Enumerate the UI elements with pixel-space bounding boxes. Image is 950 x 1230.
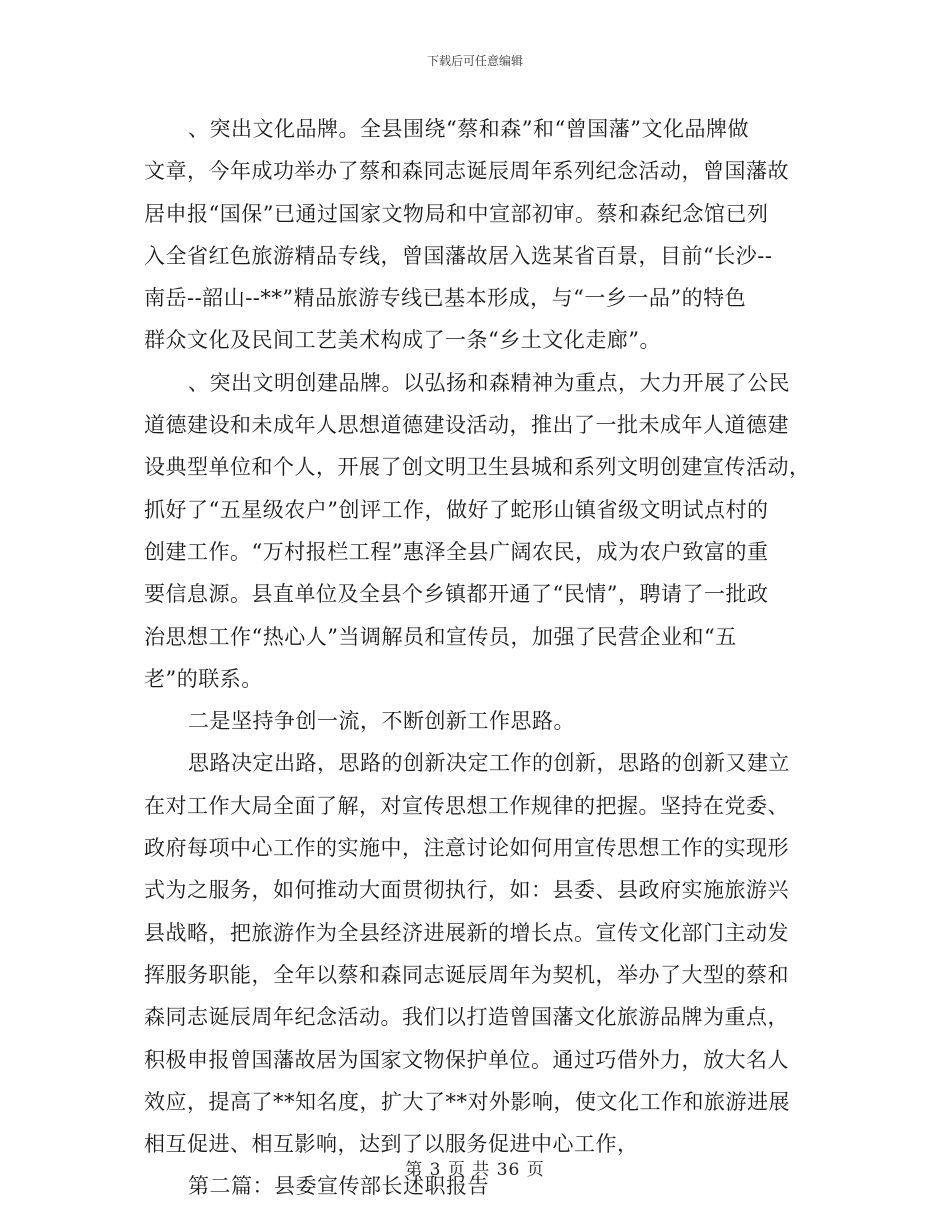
paragraph-line: 设典型单位和个人，开展了创文明卫生县城和系列文明创建宣传活动， [144, 455, 811, 480]
paragraph-line: 创建工作。“万村报栏工程”惠泽全县广阔农民，成为农户致富的重 [144, 539, 769, 564]
paragraph-line: 思路决定出路，思路的创新决定工作的创新，思路的创新又建立 [188, 751, 790, 776]
page-header: 下载后可任意编辑 [426, 54, 523, 68]
paragraph-line: 、突出文化品牌。全县围绕“蔡和森”和“曾国藩”文化品牌做 [188, 117, 749, 141]
document-body [144, 108, 811, 1208]
page-number: 第 3 页 共 36 页 [405, 1160, 545, 1180]
paragraph-line: 相互促进、相互影响，达到了以服务促进中心工作， [144, 1132, 639, 1157]
paragraph-line: 居申报“国保”已通过国家文物局和中宣部初审。蔡和森纪念馆已列 [144, 201, 769, 226]
paragraph-line: 南岳--韶山--**”精品旅游专线已基本形成，与“一乡一品”的特色 [144, 286, 747, 311]
paragraph-line: 文章，今年成功举办了蔡和森同志诞辰周年系列纪念活动，曾国藩故 [144, 159, 789, 184]
paragraph-line: 老”的联系。 [144, 666, 263, 691]
paragraph-line: 抓好了“五星级农户”创评工作，做好了蛇形山镇省级文明试点村的 [144, 497, 769, 522]
paragraph-line: 在对工作大局全面了解，对宣传思想工作规律的把握。坚持在党委、 [144, 793, 789, 818]
section-heading: 二是坚持争创一流，不断创新工作思路。 [188, 709, 575, 734]
paragraph-line: 要信息源。县直单位及全县个乡镇都开通了“民情”，聘请了一批政 [144, 582, 769, 607]
paragraph-line: 式为之服务，如何推动大面贯彻执行，如：县委、县政府实施旅游兴 [144, 878, 789, 903]
paragraph-line: 治思想工作“热心人”当调解员和宣传员，加强了民营企业和“五 [144, 624, 737, 649]
paragraph-line: 政府每项中心工作的实施中，注意讨论如何用宣传思想工作的实现形 [144, 836, 789, 861]
paragraph-line: 森同志诞辰周年纪念活动。我们以打造曾国藩文化旅游品牌为重点， [144, 1005, 789, 1030]
paragraph-line: 效应，提高了**知名度，扩大了**对外影响，使文化工作和旅游进展 [144, 1089, 790, 1114]
paragraph-line: 、突出文明创建品牌。以弘扬和森精神为重点，大力开展了公民 [188, 370, 790, 395]
paragraph-line: 入全省红色旅游精品专线，曾国藩故居入选某省百景，目前“长沙-- [144, 243, 773, 268]
paragraph-line: 积极申报曾国藩故居为国家文物保护单位。通过巧借外力，放大名人 [144, 1047, 789, 1072]
paragraph-line: 县战略，把旅游作为全县经济进展新的增长点。宣传文化部门主动发 [144, 920, 789, 945]
paragraph-line: 群众文化及民间工艺美术构成了一条“乡土文化走廊”。 [144, 328, 661, 353]
chapter-title: 第二篇：县委宣传部长述职报告 [188, 1174, 489, 1199]
paragraph-line: 挥服务职能，全年以蔡和森同志诞辰周年为契机，举办了大型的蔡和 [144, 962, 789, 987]
paragraph-line: 道德建设和未成年人思想道德建设活动，推出了一批未成年人道德建 [144, 413, 789, 438]
